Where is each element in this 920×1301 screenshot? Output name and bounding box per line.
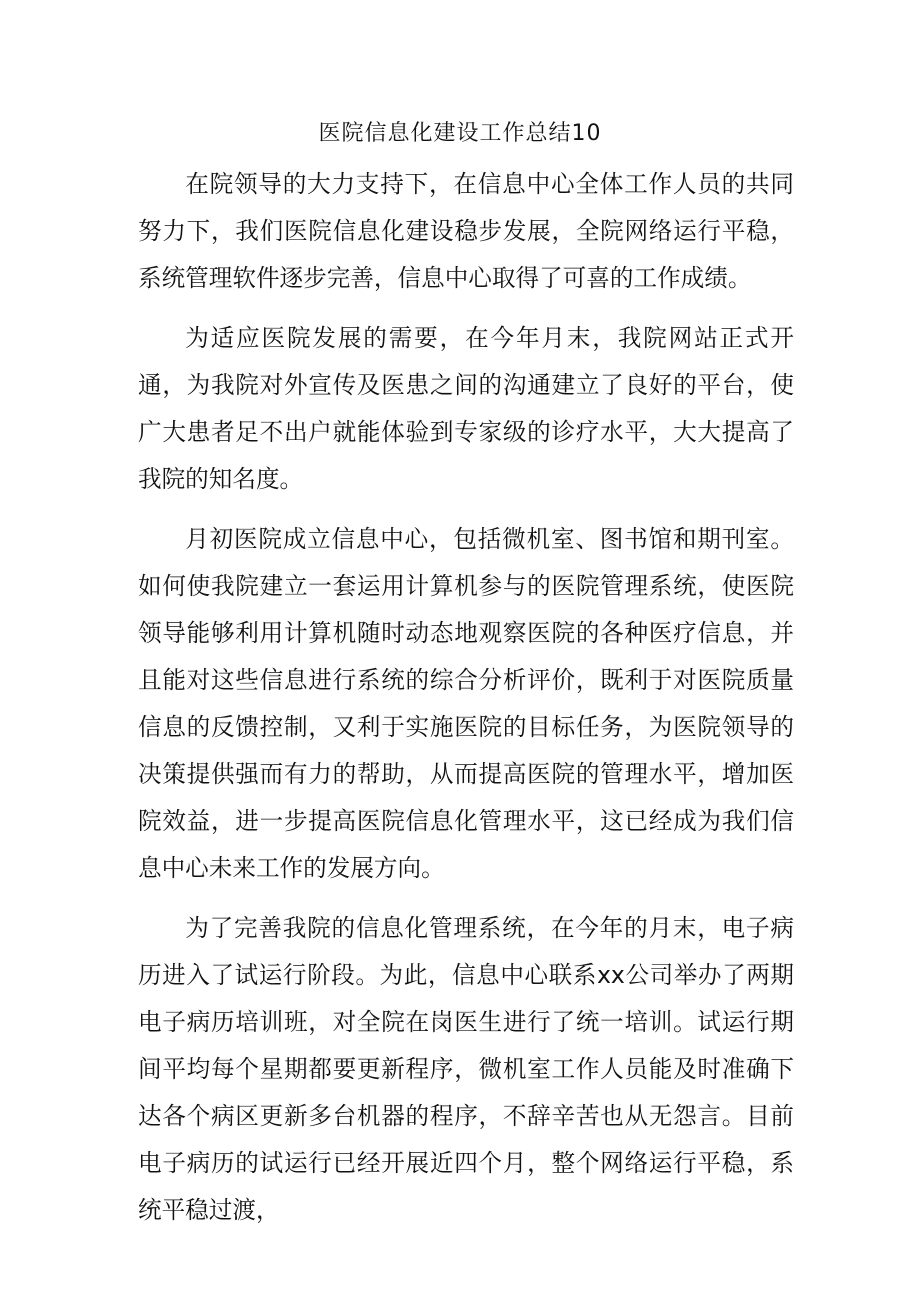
- paragraph-2: 为适应医院发展的需要，在今年月末，我院网站正式开通，为我院对外宣传及医患之间的沟通建立了良好的平台，使广大患者足不出户就能体验到专家级的诊疗水平，大大提高了我院的知名度。: [138, 324, 794, 493]
- document-title: 医院信息化建设工作总结10: [318, 121, 602, 146]
- paragraph-3: 月初医院成立信息中心，包括微机室、图书馆和期刊室。如何使我院建立一套运用计算机参与的医院管理系统，使医院领导能够利用计算机随时动态地观察医院的各种医疗信息，并且能对这些信息进行系统的综合分析评价，既利于对医院质量信息的反馈控制，又利于实施医院的目标任务，为医院领导的决策提供强而有力的帮助，从而提高医院的管理水平，增加医院效益，进一步提高医院信息化管理水平，这已经成为我们信息中心未来工作的发展方向。: [138, 525, 794, 882]
- paragraph-4: 为了完善我院的信息化管理系统，在今年的月末，电子病历进入了试运行阶段。为此，信息中心联系xx公司举办了两期电子病历培训班，对全院在岗医生进行了统一培训。试运行期间平均每个星期都要更新程序，微机室工作人员能及时准确下达各个病区更新多台机器的程序，不辞辛苦也从无怨言。目前电子病历的试运行已经开展近四个月，整个网络运行平稳，系统平稳过渡，: [138, 914, 794, 1224]
- document-body: [138, 161, 794, 1247]
- paragraph-1: 在院领导的大力支持下，在信息中心全体工作人员的共同努力下，我们医院信息化建设稳步发展，全院网络运行平稳，系统管理软件逐步完善，信息中心取得了可喜的工作成绩。: [138, 170, 794, 292]
